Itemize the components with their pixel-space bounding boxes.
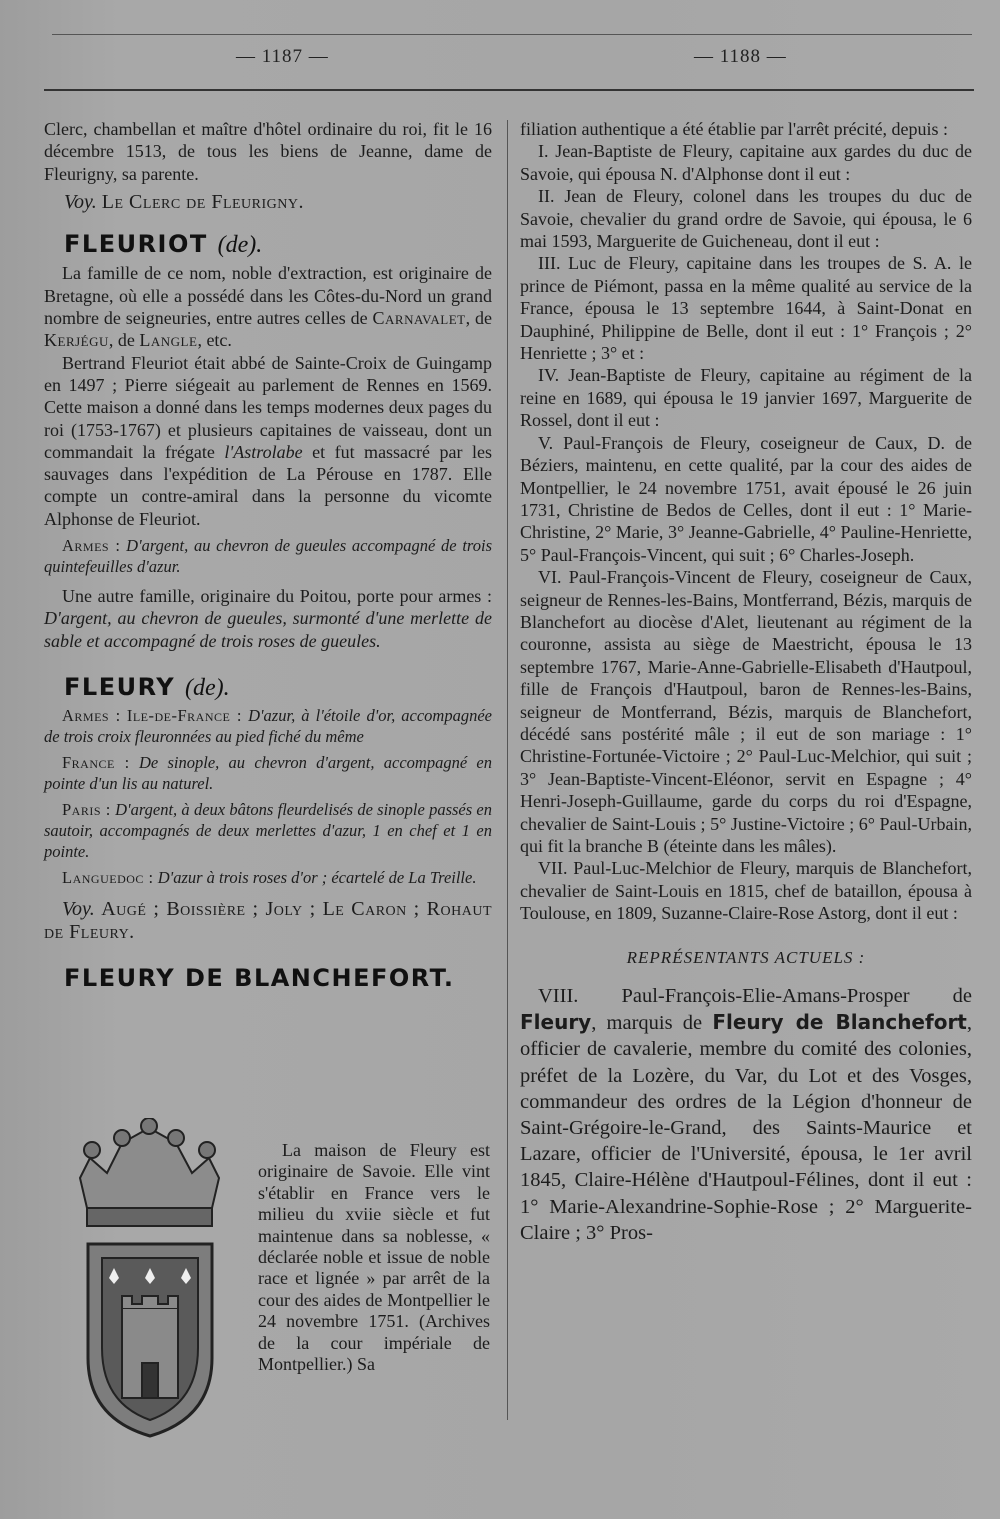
fleury-armes-idf: Armes : Ile-de-France : D'azur, à l'étoile d'or, accompagnée de trois croix fleuronnées au pied fiché du même xyxy=(44,706,492,747)
left-page-number: — 1187 — xyxy=(236,46,329,67)
fleury-heading: FLEURY (de). xyxy=(64,672,230,701)
left-column xyxy=(44,118,493,992)
fleury-voy: Voy. Augé ; Boissière ; Joly ; Le Caron ; Rohaut de Fleury. xyxy=(44,898,492,943)
generation-6: VI. Paul-François-Vincent de Fleury, coseigneur de Caux, seigneur de Rennes-les-Bains, Montferrand, Bézis, marquis de Blanchefort au diocèse d'Alet, lieutenant au régiment de la couronne, assista au siège de Maestricht, épousa le 13 septembre 1767, Marie-Anne-Gabrielle-Elisabeth d'Hautpoul, fille de François d'Hautpoul, baron de Rennes-les-Bains, seigneur de Montferrand, Bézis, marquis de Blanchefort, décédé sans postérité mâle ; il eut de son mariage : 1° Christine-Fortunée-Victoire ; 2° Paul-Luc-Melchior, qui suit ; 3° Jean-Baptiste-Vincent-Eléonor, servit en Espagne ; 4° Henri-Joseph-Guillaume, garde du corps du roi d'Espagne, chevalier de Saint-Louis ; 5° Justine-Victoire ; 6° Paul-Urbain, qui fit la branche B (éteinte dans les mâles). xyxy=(520,567,972,856)
generation-8: VIII. Paul-François-Elie-Amans-Prosper de Fleury, marquis de Fleury de Blanchefort, officier de cavalerie, membre du comité des colonies, préfet de la Lozère, du Var, du Lot et des Vosges, commandeur des ordres de la Légion d'honneur de Saint-Grégoire-le-Grand, des Saints-Maurice et Lazare, officier de l'Université, épousa, le 1er avril 1845, Claire-Hélène d'Hautpoul-Félines, dont il eut : 1° Marie-Alexandrine-Sophie-Rose ; 2° Marguerite-Claire ; 3° Pros- xyxy=(520,985,972,1244)
fleuriot-armes: Armes : D'argent, au chevron de gueules accompagné de trois quintefeuilles d'azur. xyxy=(44,536,492,577)
fleury-armes-languedoc: Languedoc : D'azur à trois roses d'or ; écartelé de La Treille. xyxy=(62,868,477,888)
fleury-armes-paris: Paris : D'argent, à deux bâtons fleurdelisés de sinople passés en sautoir, accompagnés de deux merlettes d'azur, 1 en chef et 1 en pointe. xyxy=(44,800,493,862)
generation-7: VII. Paul-Luc-Melchior de Fleury, marquis de Blanchefort, chevalier de Saint-Louis en 1815, chef de bataillon, épousa à Toulouse, en 1809, Suzanne-Claire-Rose Astorg, dont il eut : xyxy=(520,858,972,924)
column-divider xyxy=(507,120,508,1420)
generation-3: III. Luc de Fleury, capitaine dans les troupes de S. A. le prince de Piémont, passa en la même qualité au service de la France, épousa le 13 septembre 1644, à Saint-Donat en Dauphiné, Philippine de Belle, dont il eut : 1° François ; 2° Henriette ; 3° et : xyxy=(520,253,972,364)
fleury-armes-france: France : De sinople, au chevron d'argent, accompagné en pointe d'un lis au naturel. xyxy=(44,753,492,794)
right-page-number: — 1188 — xyxy=(694,46,787,67)
generation-1: I. Jean-Baptiste de Fleury, capitaine aux gardes du duc de Savoie, qui épousa N. d'Alphonse dont il eut : xyxy=(520,141,972,184)
voy-fleurigny: Voy. Le Clerc de Fleurigny. xyxy=(64,190,304,213)
top-rule xyxy=(52,34,972,35)
representants-heading: REPRÉSENTANTS ACTUELS : xyxy=(626,947,866,967)
generation-5: V. Paul-François de Fleury, coseigneur de Caux, D. de Béziers, maintenu, en cette qualité, par la cour des aides de Montpellier, le 24 novembre 1751, avait épousé le 26 juin 1731, Christine de Bedos de Celles, dont il eut : 1° Marie-Christine, 2° Marie, 3° Jeanne-Gabrielle, 4° Pauline-Henriette, 5° Paul-François-Vincent, qui suit ; 6° Charles-Joseph. xyxy=(520,432,972,565)
coat-of-arms-icon xyxy=(62,1118,237,1448)
blanchefort-intro: La maison de Fleury est originaire de Savoie. Elle vint s'établir en France vers le milieu du xviie siècle et fut maintenue dans sa noblesse, « déclarée noble et issue de noble race et lignée » par arrêt de la cour des aides de Montpellier le 24 novembre 1751. (Archives de la cour impériale de Montpellier.) Sa xyxy=(258,1140,490,1375)
blanchefort-heading: FLEURY DE BLANCHEFORT. xyxy=(64,963,455,992)
right-column xyxy=(520,118,972,1246)
fleuriot-autre-famille: Une autre famille, originaire du Poitou, porte pour armes : D'argent, au chevron de gueules, surmonté d'une merlette de sable et accompagné de trois roses de gueules. xyxy=(44,586,492,651)
header-rule xyxy=(44,89,974,91)
generation-4: IV. Jean-Baptiste de Fleury, capitaine au régiment de la reine en 1689, qui épousa le 19 janvier 1697, Marguerite de Rossel, dont il eut : xyxy=(520,365,972,431)
filiation-text: filiation authentique a été établie par l'arrêt précité, depuis : xyxy=(520,119,949,139)
fleuriot-heading: FLEURIOT (de). xyxy=(64,230,263,259)
fleuriot-paragraph-2: Bertrand Fleuriot était abbé de Sainte-Croix de Guingamp en 1497 ; Pierre siégeait au parlement de Rennes en 1569. Cette maison a donné dans les temps modernes deux pages du roi (1753-1767) et plusieurs capitaines de vaisseau, dont un commandait la frégate l'Astrolabe et fut massacré par les sauvages dans l'expédition de La Pérouse en 1787. Elle compte un contre-amiral dans la personne du vicomte Alphonse de Fleuriot. xyxy=(44,352,492,529)
intro-paragraph: Clerc, chambellan et maître d'hôtel ordinaire du roi, fit le 16 décembre 1513, de tous les biens de Jeanne, dame de Fleurigny, sa parente. xyxy=(44,119,492,184)
fleuriot-paragraph-1: La famille de ce nom, noble d'extraction, est originaire de Bretagne, où elle a possédé dans les Côtes-du-Nord un grand nombre de seigneuries, entre autres celles de Carnavalet, de Kerjégu, de Langle, etc. xyxy=(44,263,492,351)
generation-2: II. Jean de Fleury, colonel dans les troupes du duc de Savoie, chevalier du grand ordre de Savoie, qui épousa, le 6 mai 1593, Marguerite de Guicheneau, dont il eut : xyxy=(520,186,972,252)
